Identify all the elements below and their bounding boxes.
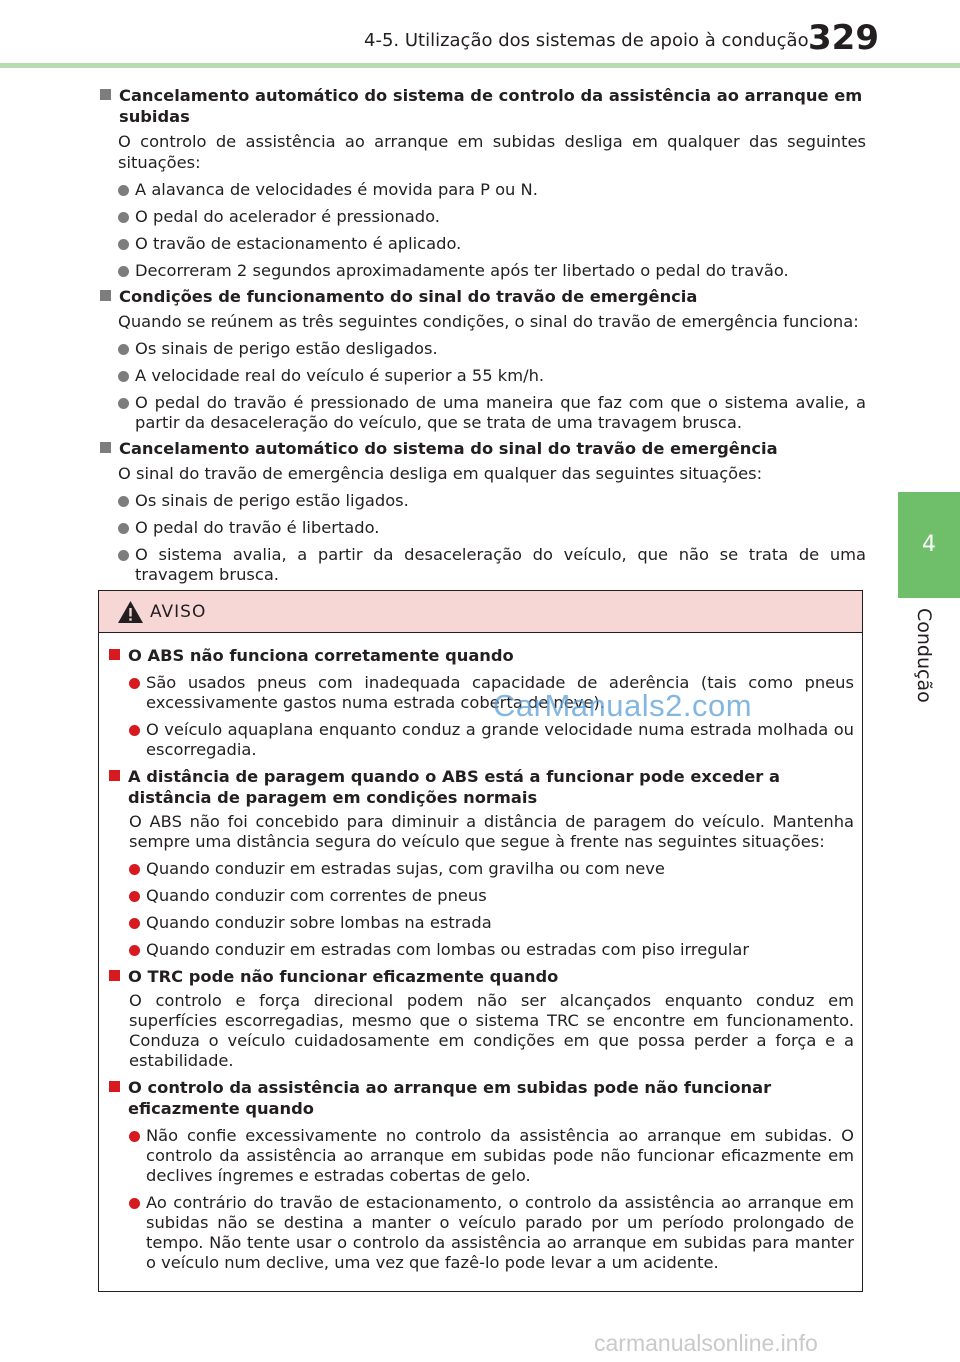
- warning-header: [99, 591, 862, 633]
- warning-item-heading-text: O TRC pode não funcionar eficazmente quando: [128, 967, 559, 986]
- list-item-text: Quando conduzir em estradas sujas, com gravilha ou com neve: [146, 859, 665, 878]
- square-bullet-icon: [100, 290, 111, 301]
- round-bullet-icon: [118, 371, 129, 382]
- list-item: [118, 545, 866, 585]
- warning-triangle-icon: [117, 600, 144, 624]
- section-heading: [98, 286, 866, 307]
- list-item-text: O pedal do acelerador é pressionado.: [135, 207, 440, 226]
- round-bullet-icon: [129, 891, 140, 902]
- list-item: [129, 1126, 854, 1186]
- list-item: [129, 940, 854, 960]
- list-item: [118, 518, 866, 538]
- list-item: [129, 1193, 854, 1273]
- round-bullet-icon: [118, 212, 129, 223]
- round-bullet-icon: [129, 1131, 140, 1142]
- round-bullet-icon: [118, 496, 129, 507]
- section-heading-text: Condições de funcionamento do sinal do travão de emergência: [119, 287, 698, 306]
- list-item-text: Os sinais de perigo estão desligados.: [135, 339, 438, 358]
- list-item: [118, 491, 866, 511]
- warning-item-heading-text: A distância de paragem quando o ABS está a funcionar pode exceder a distância de paragem em condições normais: [128, 767, 780, 807]
- square-bullet-icon: [100, 442, 111, 453]
- list-item: [118, 234, 866, 254]
- square-bullet-icon: [109, 970, 120, 981]
- list-item-text: A velocidade real do veículo é superior a 55 km/h.: [135, 366, 545, 385]
- list-item-text: O pedal do travão é libertado.: [135, 518, 380, 537]
- list-item: [118, 207, 866, 227]
- square-bullet-icon: [100, 89, 111, 100]
- section-intro: O sinal do travão de emergência desliga em qualquer das seguintes situações:: [118, 464, 763, 483]
- chapter-tab[interactable]: [898, 492, 960, 598]
- section-intro: O controlo de assistência ao arranque em subidas desliga em qualquer das seguintes situações:: [118, 132, 866, 172]
- list-item: [129, 886, 854, 906]
- list-item-text: Quando conduzir com correntes de pneus: [146, 886, 487, 905]
- square-bullet-icon: [109, 1081, 120, 1092]
- warning-item-heading: [109, 645, 854, 666]
- list-item-text: Quando conduzir sobre lombas na estrada: [146, 913, 492, 932]
- square-bullet-icon: [109, 770, 120, 781]
- round-bullet-icon: [129, 678, 140, 689]
- round-bullet-icon: [118, 185, 129, 196]
- list-item-text: O veículo aquaplana enquanto conduz a grande velocidade numa estrada molhada ou escorregadia.: [146, 720, 854, 759]
- round-bullet-icon: [129, 725, 140, 736]
- section-heading-text: Cancelamento automático do sistema de controlo da assistência ao arranque em subidas: [119, 86, 863, 126]
- list-item: [118, 339, 866, 359]
- list-item: [129, 859, 854, 879]
- round-bullet-icon: [118, 239, 129, 250]
- round-bullet-icon: [118, 550, 129, 561]
- list-item-text: Quando conduzir em estradas com lombas ou estradas com piso irregular: [146, 940, 750, 959]
- list-item: [129, 720, 854, 760]
- list-item-text: Não confie excessivamente no controlo da assistência ao arranque em subidas. O controlo da assistência ao arranque em subidas pode não funcionar eficazmente em declives íngremes e estradas cobertas de gelo.: [146, 1126, 854, 1185]
- list-item-text: O travão de estacionamento é aplicado.: [135, 234, 462, 253]
- round-bullet-icon: [129, 864, 140, 875]
- chapter-tab-label: Condução: [913, 608, 935, 703]
- watermark-overlay: CarManuals2.com: [493, 688, 753, 723]
- list-item: [118, 393, 866, 433]
- warning-item-heading: [109, 766, 854, 808]
- round-bullet-icon: [118, 344, 129, 355]
- warning-body: [99, 633, 862, 1273]
- round-bullet-icon: [129, 918, 140, 929]
- round-bullet-icon: [118, 398, 129, 409]
- section-heading-text: Cancelamento automático do sistema do sinal do travão de emergência: [119, 439, 778, 458]
- list-item-text: Ao contrário do travão de estacionamento, o controlo da assistência ao arranque em subidas não se destina a manter o veículo parado por um período prolongado de tempo. Não tente usar o controlo da assistência ao arranque em subidas para manter o veículo num declive, uma vez que fazê-lo pode levar a um acidente.: [146, 1193, 854, 1272]
- round-bullet-icon: [129, 1198, 140, 1209]
- warning-item-heading: [109, 966, 854, 987]
- page-number: 329: [808, 18, 879, 58]
- warning-item-text: O controlo e força direcional podem não ser alcançados enquanto conduz em superfícies escorregadias, mesmo que o sistema TRC se encontre em funcionamento. Conduza o veículo cuidadosamente em condições em que possa perder a força e a estabilidade.: [129, 991, 854, 1070]
- warning-title: AVISO: [150, 601, 207, 622]
- section-heading: [98, 85, 866, 127]
- list-item: [129, 913, 854, 933]
- warning-item-text: O ABS não foi concebido para diminuir a distância de paragem do veículo. Mantenha sempre uma distância segura do veículo que segue à frente nas seguintes situações:: [129, 812, 854, 851]
- section-heading: [98, 438, 866, 459]
- list-item: [118, 261, 866, 281]
- list-item-text: A alavanca de velocidades é movida para P ou N.: [135, 180, 538, 199]
- footer-watermark: carmanualsonline.info: [594, 1330, 818, 1356]
- round-bullet-icon: [118, 266, 129, 277]
- page-header-title: 4-5. Utilização dos sistemas de apoio à condução: [364, 30, 809, 51]
- section-intro: Quando se reúnem as três seguintes condições, o sinal do travão de emergência funciona:: [118, 312, 859, 331]
- header-divider: [0, 63, 960, 68]
- warning-item-heading-text: O ABS não funciona corretamente quando: [128, 646, 514, 665]
- warning-item-heading: [109, 1077, 854, 1119]
- chapter-tab-number: 4: [922, 532, 936, 557]
- list-item-text: São usados pneus com inadequada capacidade de aderência (tais como pneus excessivamente gastos numa estrada coberta de neve).: [146, 673, 854, 712]
- round-bullet-icon: [129, 945, 140, 956]
- list-item-text: O pedal do travão é pressionado de uma maneira que faz com que o sistema avalie, a partir da desaceleração do veículo, que se trata de uma travagem brusca.: [135, 393, 866, 432]
- list-item-text: O sistema avalia, a partir da desaceleração do veículo, que não se trata de uma travagem brusca.: [135, 545, 866, 584]
- round-bullet-icon: [118, 523, 129, 534]
- list-item-text: Decorreram 2 segundos aproximadamente após ter libertado o pedal do travão.: [135, 261, 789, 280]
- main-content: [98, 80, 866, 585]
- list-item-text: Os sinais de perigo estão ligados.: [135, 491, 409, 510]
- list-item: [118, 366, 866, 386]
- warning-item-heading-text: O controlo da assistência ao arranque em subidas pode não funcionar eficazmente quando: [128, 1078, 772, 1118]
- list-item: [118, 180, 866, 200]
- square-bullet-icon: [109, 649, 120, 660]
